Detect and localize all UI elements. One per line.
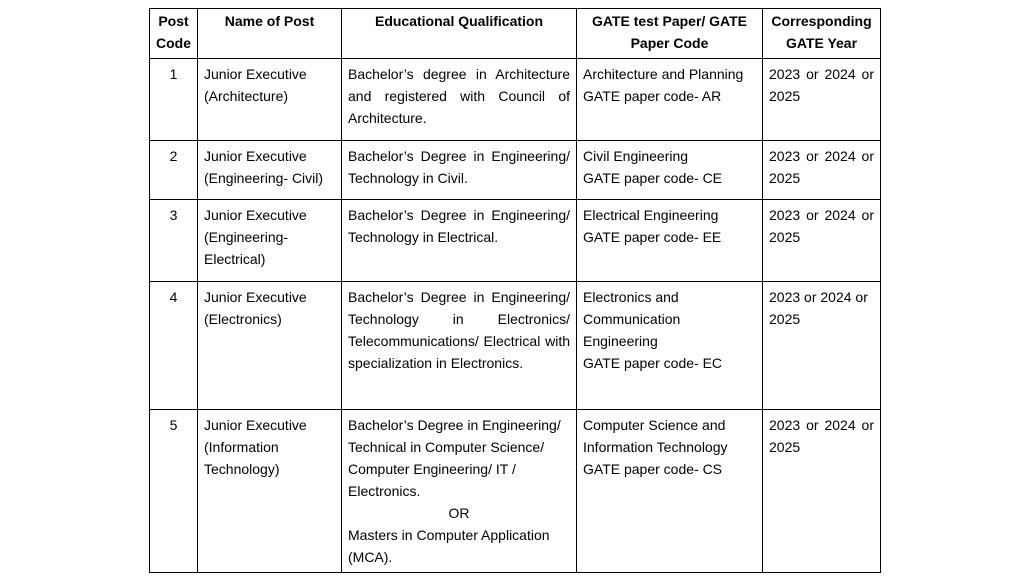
qualification: Bachelor’s Degree in Engineering/ Technology in Civil. — [342, 141, 577, 200]
table-row — [150, 59, 881, 141]
table-row — [150, 141, 881, 200]
header-name-of-post: Name of Post — [198, 9, 342, 59]
qualification-cell — [342, 410, 577, 573]
qualification: Bachelor’s Degree in Engineering/ Technical in Computer Science/ Computer Engineering/ IT / Electronics. — [348, 417, 561, 499]
table-row — [150, 200, 881, 282]
post-name: Junior Executive (Information Technology) — [198, 410, 342, 573]
table-row — [150, 410, 881, 573]
gate-paper-cell — [577, 59, 763, 141]
qualification-or: OR — [448, 505, 470, 521]
gate-paper-code: GATE paper code- AR — [583, 88, 722, 104]
gate-paper-code: GATE paper code- CE — [583, 170, 723, 186]
post-name: Junior Executive (Engineering- Electrical) — [198, 200, 342, 282]
post-name: Junior Executive (Electronics) — [198, 282, 342, 410]
gate-paper: Civil Engineering — [583, 148, 689, 164]
post-code: 4 — [150, 282, 198, 410]
header-post-code: Post Code — [150, 9, 198, 59]
post-code: 5 — [150, 410, 198, 573]
qualification-alt: Masters in Computer Application (MCA). — [348, 527, 550, 565]
header-gate-paper: GATE test Paper/ GATE Paper Code — [577, 9, 763, 59]
gate-paper-cell — [577, 410, 763, 573]
gate-paper: Computer Science and Information Technology — [583, 417, 728, 455]
post-name: Junior Executive (Engineering- Civil) — [198, 141, 342, 200]
gate-year: 2023 or 2024 or 2025 — [763, 141, 881, 200]
gate-year: 2023 or 2024 or 2025 — [763, 59, 881, 141]
gate-paper-code: GATE paper code- CS — [583, 461, 723, 477]
gate-year: 2023 or 2024 or 2025 — [763, 200, 881, 282]
table-row — [150, 282, 881, 410]
post-name: Junior Executive (Architecture) — [198, 59, 342, 141]
post-code: 3 — [150, 200, 198, 282]
post-code: 1 — [150, 59, 198, 141]
header-gate-year: Corresponding GATE Year — [763, 9, 881, 59]
eligibility-table — [149, 8, 881, 573]
gate-year: 2023 or 2024 or 2025 — [763, 282, 881, 410]
gate-paper: Architecture and Planning — [583, 66, 744, 82]
qualification: Bachelor’s Degree in Engineering/ Technology in Electrical. — [342, 200, 577, 282]
qualification: Bachelor’s degree in Architecture and registered with Council of Architecture. — [342, 59, 577, 141]
gate-paper-cell — [577, 141, 763, 200]
gate-paper-code: GATE paper code- EE — [583, 229, 722, 245]
gate-year: 2023 or 2024 or 2025 — [763, 410, 881, 573]
gate-paper: Electrical Engineering — [583, 207, 719, 223]
qualification: Bachelor’s Degree in Engineering/ Technology in Electronics/ Telecommunications/ Electrical with specialization in Electronics. — [342, 282, 577, 410]
gate-paper-cell — [577, 282, 763, 410]
post-code: 2 — [150, 141, 198, 200]
gate-paper: Electronics and Communication Engineering — [583, 289, 681, 349]
gate-paper-code: GATE paper code- EC — [583, 355, 723, 371]
gate-paper-cell — [577, 200, 763, 282]
header-row — [150, 9, 881, 59]
header-qualification: Educational Qualification — [342, 9, 577, 59]
